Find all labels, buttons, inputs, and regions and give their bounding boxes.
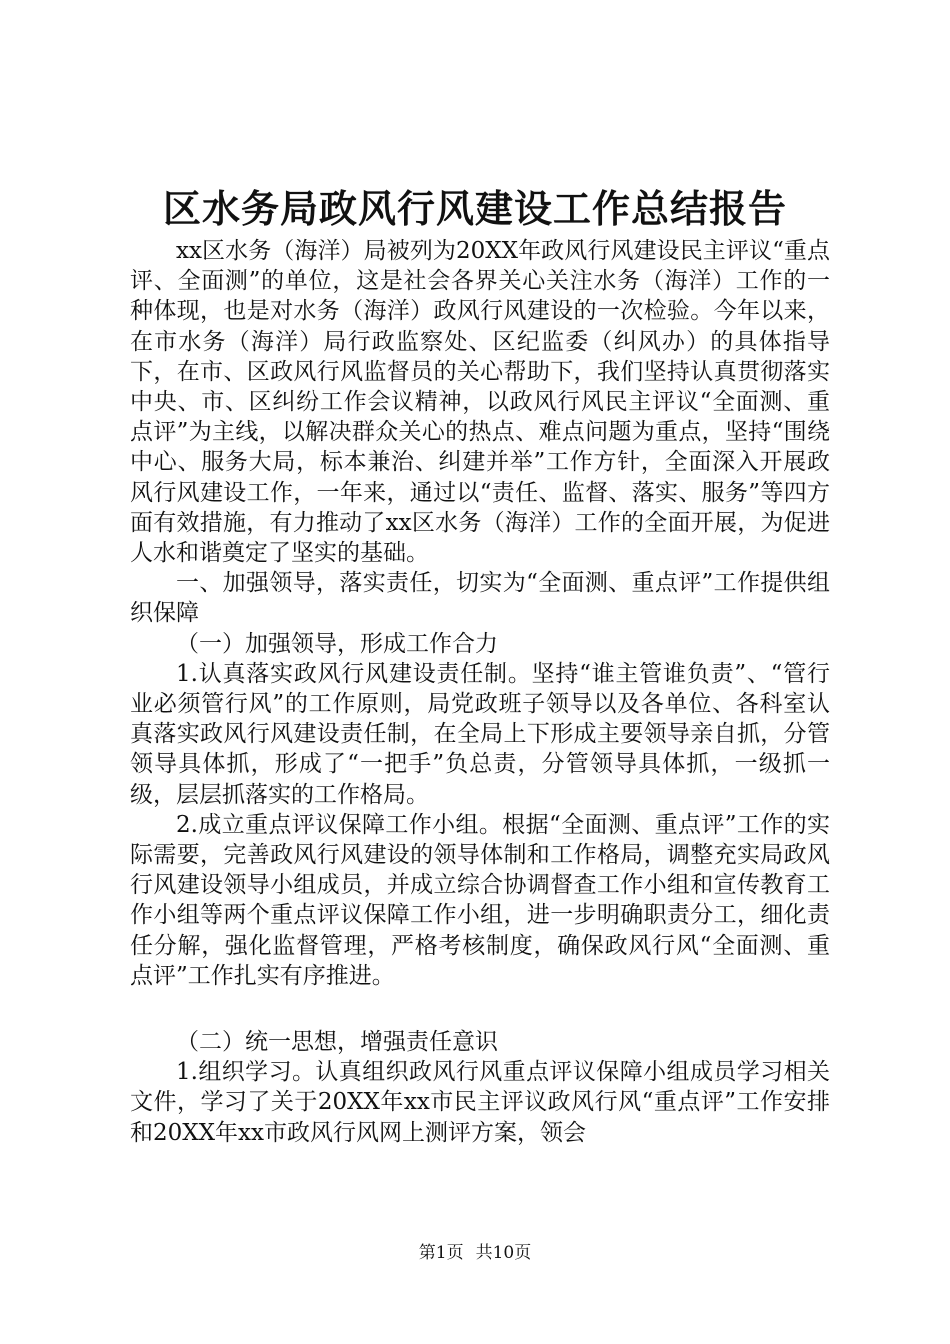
subsection-heading-1: （一）加强领导，形成工作合力 xyxy=(176,630,498,657)
section-heading-1: 一、加强领导，落实责任，切实为“全面测、重点评”工作提供组织保障 xyxy=(130,570,830,627)
page-footer xyxy=(0,1241,950,1265)
document-body xyxy=(130,236,830,1148)
page-number: 第1页 xyxy=(418,1243,464,1263)
item-paragraph-1: 1.认真落实政风行风建设责任制。坚持“谁主管谁负责”、“管行业必须管行风”的工作原则，局党政班子领导以及各单位、各科室认真落实政风行风建设责任制，在全局上下形成主要领导亲自抓，分管领导具体抓，形成了“一把手”负总责，分管领导具体抓，一级抓一级，层层抓落实的工作格局。 xyxy=(130,660,830,808)
page-total: 共10页 xyxy=(475,1243,532,1263)
subsection-heading-2: （二）统一思想，增强责任意识 xyxy=(176,1029,498,1056)
intro-paragraph: xx区水务（海洋）局被列为20XX年政风行风建设民主评议“重点评、全面测”的单位，这是社会各界关心关注水务（海洋）工作的一种体现，也是对水务（海洋）政风行风建设的一次检验。今年以来，在市水务（海洋）局行政监察处、区纪监委（纠风办）的具体指导下，在市、区政风行风监督员的关心帮助下，我们坚持认真贯彻落实中央、市、区纠纷工作会议精神，以政风行风民主评议“全面测、重点评”为主线，以解决群众关心的热点、难点问题为重点，坚持“围绕中心、服务大局，标本兼治、纠建并举”工作方针，全面深入开展政风行风建设工作，一年来，通过以“责任、监督、落实、服务”等四方面有效措施，有力推动了xx区水务（海洋）工作的全面开展，为促进人水和谐奠定了坚实的基础。 xyxy=(130,238,830,567)
item-paragraph-2: 2.成立重点评议保障工作小组。根据“全面测、重点评”工作的实际需要，完善政风行风建设的领导体制和工作格局，调整充实局政风行风建设领导小组成员，并成立综合协调督查工作小组和宣传教育工作小组等两个重点评议保障工作小组，进一步明确职责分工，细化责任分解，强化监督管理，严格考核制度，确保政风行风“全面测、重点评”工作扎实有序推进。 xyxy=(130,811,830,989)
paragraph-gap xyxy=(130,991,830,1027)
item-paragraph-3: 1.组织学习。认真组织政风行风重点评议保障小组成员学习相关文件，学习了关于20XX年xx市民主评议政风行风“重点评”工作安排和20XX年xx市政风行风网上测评方案，领会 xyxy=(130,1059,830,1146)
document-title: 区水务局政风行风建设工作总结报告 xyxy=(162,186,787,231)
